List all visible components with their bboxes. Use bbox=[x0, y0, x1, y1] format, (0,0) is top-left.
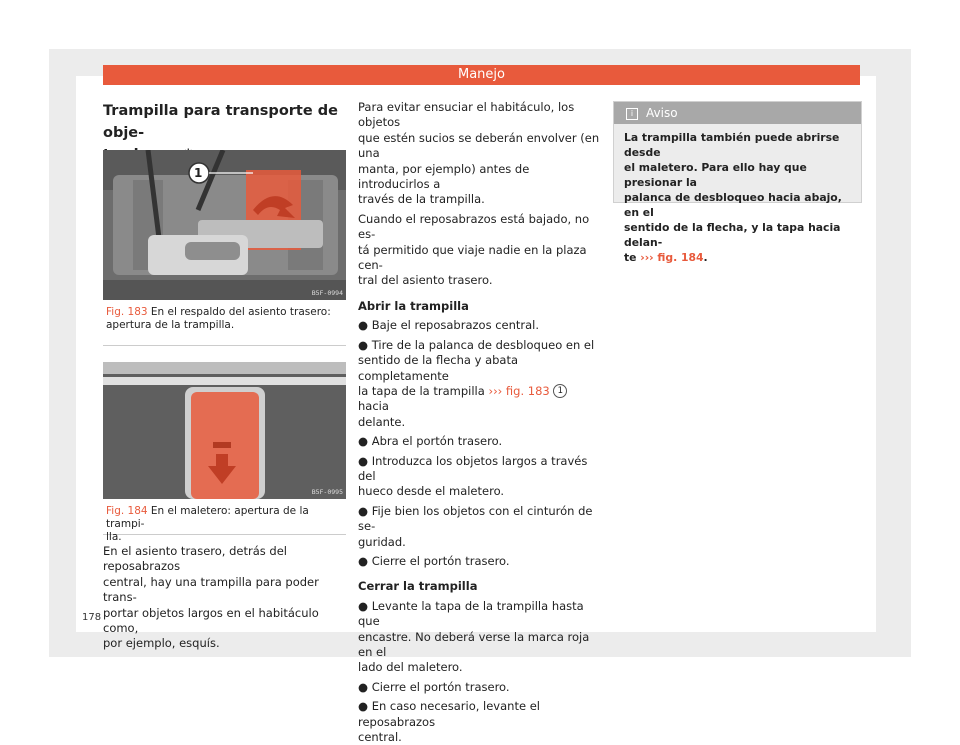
text-span: hacia bbox=[358, 399, 389, 414]
bullet-text: En caso necesario, levante el reposabrazos bbox=[358, 699, 540, 729]
page-number: 178 bbox=[82, 612, 102, 623]
text-span: te bbox=[624, 251, 641, 264]
bullet-icon: ● bbox=[358, 434, 372, 449]
figure-183 bbox=[103, 150, 346, 346]
text-line: Para evitar ensuciar el habitáculo, los objetos bbox=[358, 100, 575, 130]
caption-text-2: apertura de la trampilla. bbox=[106, 319, 235, 331]
text-line: Cuando el reposabrazos está bajado, no es- bbox=[358, 211, 590, 242]
figure-reference-link[interactable]: ››› fig. 184 bbox=[640, 251, 704, 264]
bullet-text: Tire de la palanca de desbloqueo en el bbox=[371, 337, 595, 352]
text-line: encastre. No deberá verse la marca roja en el bbox=[358, 629, 590, 659]
text-span: . bbox=[703, 251, 708, 264]
text-line: sentido de la flecha y abata completamente bbox=[358, 353, 519, 383]
bullet-text: Cierre el portón trasero. bbox=[371, 553, 510, 568]
aviso-title: Aviso bbox=[646, 106, 678, 120]
text-span: la tapa de la trampilla bbox=[358, 383, 489, 398]
text-line: hueco desde el maletero. bbox=[358, 484, 505, 499]
text-line: guridad. bbox=[358, 534, 406, 549]
bullet-icon: ● bbox=[358, 318, 372, 333]
callout-1: 1 bbox=[194, 166, 203, 180]
bullet-item bbox=[358, 554, 601, 569]
bullet-text: Fije bien los objetos con el cinturón de se- bbox=[358, 503, 593, 534]
aviso-line: el maletero. Para ello hay que presionar la bbox=[624, 161, 807, 189]
bullet-icon: ● bbox=[358, 679, 372, 694]
bullet-text: Levante la tapa de la trampilla hasta que bbox=[358, 598, 584, 629]
caption-text: En el maletero: apertura de la trampi- bbox=[106, 505, 309, 530]
bullet-item bbox=[358, 434, 601, 449]
aviso-box bbox=[613, 101, 862, 264]
middle-column bbox=[358, 100, 601, 745]
bullet-icon: ● bbox=[358, 553, 372, 568]
figure-183-caption bbox=[106, 306, 331, 332]
text-line: central. bbox=[358, 730, 402, 745]
bullet-item bbox=[358, 504, 601, 535]
text-line: manta, por ejemplo) antes de introducirlos a bbox=[358, 161, 530, 192]
aviso-body bbox=[614, 124, 861, 265]
aviso-line: La trampilla también puede abrirse desde bbox=[624, 131, 840, 159]
figure-184 bbox=[103, 362, 346, 543]
paragraph-line: por ejemplo, esquís. bbox=[103, 636, 220, 651]
subheading-open: Abrir la trampilla bbox=[358, 298, 469, 313]
callout-circle: 1 bbox=[553, 384, 567, 398]
article-title: Trampilla para transporte de obje- bbox=[103, 103, 338, 141]
paragraph-line: En el asiento trasero, detrás del reposabrazos bbox=[103, 544, 287, 574]
caption-text: En el respaldo del asiento trasero: bbox=[150, 306, 331, 318]
figure-reference-link[interactable]: ››› fig. 183 bbox=[488, 383, 550, 398]
bullet-item bbox=[358, 599, 601, 630]
text-line: tral del asiento trasero. bbox=[358, 273, 493, 288]
bullet-icon: ● bbox=[358, 503, 372, 518]
bullet-item bbox=[358, 699, 601, 730]
figure-184-caption bbox=[106, 505, 346, 544]
caption-text-2: lla. bbox=[106, 531, 122, 543]
subheading-close: Cerrar la trampilla bbox=[358, 579, 478, 594]
bullet-item bbox=[358, 338, 601, 353]
aviso-line: palanca de desbloqueo hacia abajo, en el bbox=[624, 191, 842, 219]
paragraph-line: portar objetos largos en el habitáculo como, bbox=[103, 605, 319, 636]
bullet-item bbox=[358, 454, 601, 485]
text-line: que estén sucios se deberán envolver (en una bbox=[358, 130, 600, 161]
figure-code: B5F-0994 bbox=[311, 289, 343, 297]
aviso-line: sentido de la flecha, y la tapa hacia delan- bbox=[624, 221, 841, 249]
bullet-icon: ● bbox=[358, 598, 372, 613]
bullet-text: Cierre el portón trasero. bbox=[371, 679, 510, 694]
bullet-icon: ● bbox=[358, 337, 372, 352]
text-line bbox=[358, 384, 601, 415]
bullet-text: Introduzca los objetos largos a través del bbox=[358, 453, 588, 483]
figure-code: B5F-0995 bbox=[311, 488, 343, 496]
text-line: lado del maletero. bbox=[358, 660, 463, 675]
aviso-line bbox=[624, 250, 853, 265]
left-paragraph bbox=[103, 544, 346, 652]
text-line: tá permitido que viaje nadie en la plaza cen- bbox=[358, 242, 587, 273]
aviso-header bbox=[614, 102, 861, 124]
bullet-item bbox=[358, 318, 601, 333]
bullet-text: Abra el portón trasero. bbox=[371, 434, 503, 449]
info-icon: i bbox=[626, 108, 638, 120]
bullet-item bbox=[358, 680, 601, 695]
figure-184-image bbox=[103, 362, 346, 499]
section-header: Manejo bbox=[103, 65, 860, 85]
figure-183-image bbox=[103, 150, 346, 300]
bullet-icon: ● bbox=[358, 699, 372, 714]
figure-label: Fig. 183 bbox=[106, 306, 148, 318]
trunk-illustration bbox=[103, 362, 346, 499]
text-line: delante. bbox=[358, 414, 406, 429]
paragraph-line: central, hay una trampilla para poder trans- bbox=[103, 574, 319, 605]
text-line: través de la trampilla. bbox=[358, 192, 485, 207]
bullet-text: Baje el reposabrazos central. bbox=[371, 318, 540, 333]
figure-label: Fig. 184 bbox=[106, 505, 148, 517]
rear-seat-illustration bbox=[103, 150, 346, 300]
bullet-icon: ● bbox=[358, 453, 372, 468]
